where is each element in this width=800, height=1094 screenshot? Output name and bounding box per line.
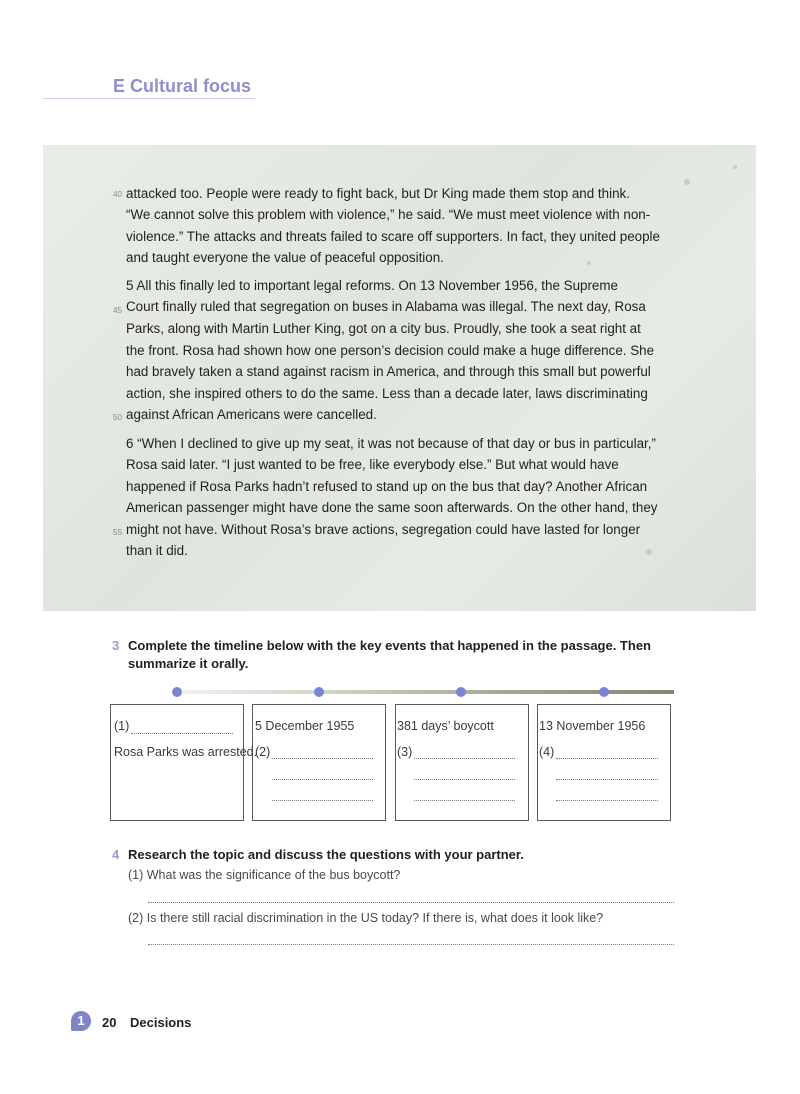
- answer-blank[interactable]: [556, 779, 658, 780]
- passage-line: against African Americans were cancelled.: [126, 407, 377, 422]
- passage-line: 6 “When I declined to give up my seat, it was not because of that day or bus in particular,”: [126, 436, 656, 451]
- passage-line: action, she inspired others to do the same. Less than a decade later, laws discriminating: [126, 386, 648, 401]
- answer-blank[interactable]: [272, 758, 373, 759]
- passage-line: happened if Rosa Parks hadn’t refused to stand up on the bus that day? Another African: [126, 479, 648, 494]
- timeline-box-1: [110, 704, 244, 821]
- line-number: 55: [113, 528, 122, 537]
- unit-badge: 1: [71, 1011, 91, 1031]
- question-3-prompt: Complete the timeline below with the key events that happened in the passage. Then: [128, 638, 651, 653]
- discussion-question: (1) What was the significance of the bus boycott?: [128, 868, 401, 882]
- timeline-box-sub: (3): [397, 745, 413, 759]
- passage-line: “We cannot solve this problem with violence,” he said. “We must meet violence with non-: [126, 207, 651, 222]
- passage-line: Rosa said later. “I just wanted to be free, like everybody else.” But what would have: [126, 457, 619, 472]
- section-title: E Cultural focus: [113, 76, 252, 96]
- question-number: 3: [112, 638, 120, 653]
- discussion-question: (2) Is there still racial discrimination in the US today? If there is, what does it look like?: [128, 911, 604, 925]
- answer-blank[interactable]: [556, 758, 658, 759]
- timeline-dot: [172, 687, 182, 697]
- passage-line: had bravely taken a stand against racism in America, and through this small but powerful: [126, 364, 651, 379]
- passage-line: might not have. Without Rosa’s brave actions, segregation could have lasted for longer: [126, 522, 641, 537]
- answer-line[interactable]: [148, 944, 674, 945]
- passage-line: Parks, along with Martin Luther King, got on a city bus. Proudly, she took a seat right at: [126, 321, 641, 336]
- answer-blank[interactable]: [414, 758, 515, 759]
- line-number: 40: [113, 190, 122, 199]
- answer-blank[interactable]: [272, 779, 373, 780]
- answer-blank[interactable]: [414, 800, 515, 801]
- passage-line: American passenger might have done the same soon afterwards. On the other hand, they: [126, 500, 658, 515]
- line-number: 50: [113, 413, 122, 422]
- passage-line: and taught everyone the value of peaceful opposition.: [126, 250, 444, 265]
- timeline-box-sub: (2): [255, 745, 271, 759]
- timeline-box-sub: (4): [539, 745, 555, 759]
- timeline-box-heading: 13 November 1956: [539, 719, 646, 733]
- line-number: 45: [113, 306, 122, 315]
- timeline-dot: [314, 687, 324, 697]
- passage-line: attacked too. People were ready to fight back, but Dr King made them stop and think.: [126, 186, 630, 201]
- timeline-dot: [599, 687, 609, 697]
- page-number: 20: [102, 1015, 117, 1030]
- unit-title: Decisions: [130, 1015, 192, 1030]
- passage-line: violence.” The attacks and threats failed to scare off supporters. In fact, they united people: [126, 229, 660, 244]
- passage-line: than it did.: [126, 543, 188, 558]
- timeline-box-sub: Rosa Parks was arrested.: [114, 745, 258, 759]
- timeline-box-heading: 5 December 1955: [255, 719, 355, 733]
- answer-blank[interactable]: [272, 800, 373, 801]
- section-heading: [43, 74, 255, 99]
- answer-line[interactable]: [148, 902, 674, 903]
- question-number: 4: [112, 847, 120, 862]
- question-3-prompt-cont: summarize it orally.: [128, 656, 249, 671]
- passage-line: the front. Rosa had shown how one person’s decision could make a huge difference. She: [126, 343, 655, 358]
- question-4-prompt: Research the topic and discuss the questions with your partner.: [128, 847, 524, 862]
- passage-line: 5 All this finally led to important legal reforms. On 13 November 1956, the Supreme: [126, 278, 618, 293]
- answer-blank[interactable]: [131, 733, 233, 734]
- timeline-box-heading: 381 days’ boycott: [397, 719, 494, 733]
- timeline-dot: [456, 687, 466, 697]
- passage-line: Court finally ruled that segregation on buses in Alabama was illegal. The next day, Rosa: [126, 299, 646, 314]
- answer-blank[interactable]: [556, 800, 658, 801]
- timeline-box-heading: (1): [114, 719, 130, 733]
- answer-blank[interactable]: [414, 779, 515, 780]
